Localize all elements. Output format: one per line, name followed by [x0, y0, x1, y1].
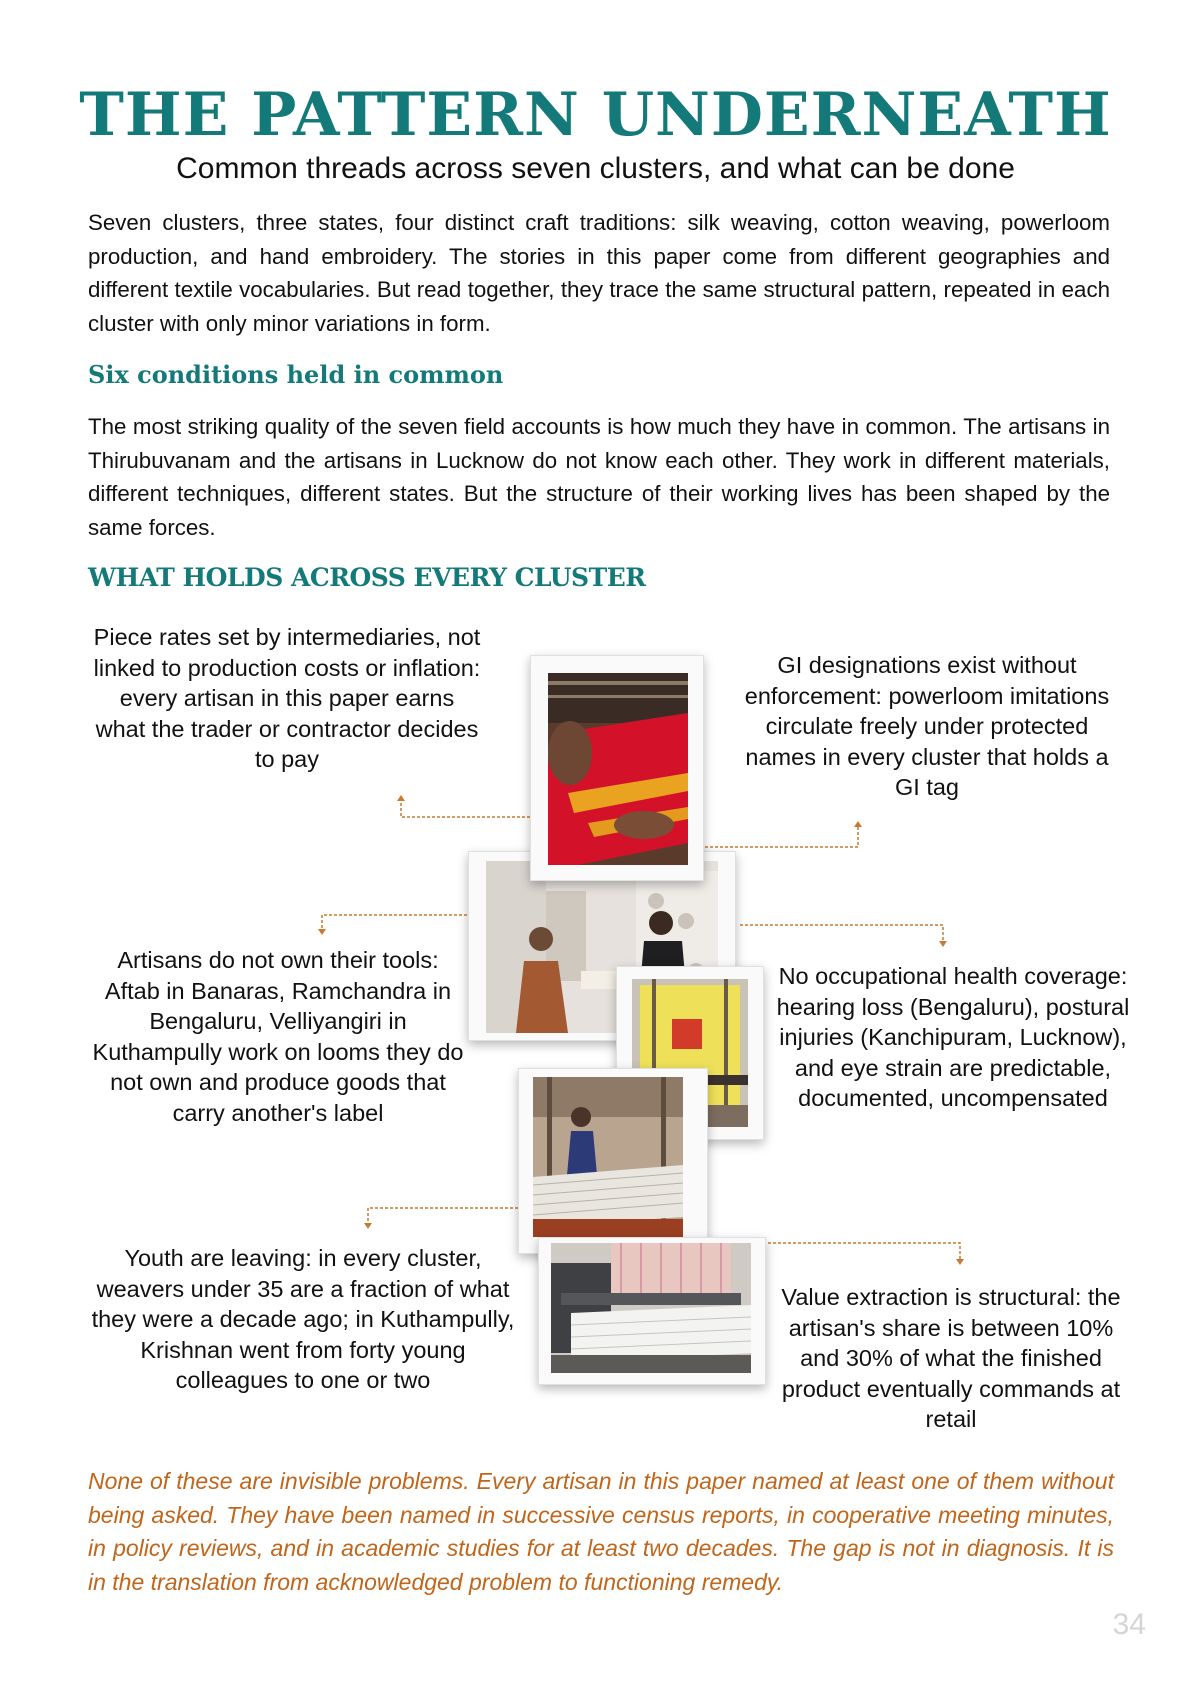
condition-youth-leaving: Youth are leaving: in every cluster, weavers under 35 are a fraction of what they were a decade ago; in Kuthampully, Krishnan went from forty young colleagues to one or two [91, 1245, 515, 1393]
section-heading-conditions: Six conditions held in common [88, 360, 504, 389]
connector-3 [322, 915, 472, 930]
page-title: THE PATTERN UNDERNEATH [79, 80, 1112, 150]
connector-4 [740, 925, 943, 942]
section-heading-clusters: WHAT HOLDS ACROSS EVERY CLUSTER [88, 563, 646, 592]
page-number: 34 [1112, 1608, 1146, 1641]
arrow-5 [364, 1223, 372, 1229]
condition-piece-rates: Piece rates set by intermediaries, not linked to production costs or inflation: every artisan in this paper earns what the trader or contractor decides to pay [93, 624, 481, 772]
arrow-1 [397, 795, 405, 801]
arrow-2 [854, 821, 862, 827]
closing-statement: None of these are invisible problems. Every artisan in this paper named at least one of them without being asked. They have been named in successive census reports, in cooperative meeting minutes, in policy reviews, and in academic studies for at least two decades. The gap is not in diagnosis. It is in the translation from acknowledged problem to functioning remedy. [88, 1468, 1114, 1595]
photo-powerloom-machine [538, 1237, 766, 1385]
connector-1 [401, 800, 530, 817]
photo-handloom-weaver [518, 1068, 708, 1254]
arrow-4 [939, 941, 947, 947]
page-subtitle: Common threads across seven clusters, and what can be done [176, 152, 1015, 185]
photo-red-silk-saree [530, 655, 704, 881]
arrow-3 [318, 929, 326, 935]
section-body-paragraph: The most striking quality of the seven field accounts is how much they have in common. The artisans in Thirubuvanam and the artisans in Lucknow do not know each other. They work in different materials, different techniques, different states. But the structure of their working lives has been shaped by the same forces. [88, 414, 1110, 540]
connector-2 [700, 826, 858, 847]
condition-gi-designations: GI designations exist without enforcement: powerloom imitations circulate freely under protected names in every cluster that holds a GI tag [744, 652, 1110, 800]
arrow-6 [956, 1259, 964, 1265]
condition-tool-ownership: Artisans do not own their tools: Aftab in Banaras, Ramchandra in Bengaluru, Velliyangiri in Kuthampully work on looms they do not own and produce goods that carry another's label [92, 947, 464, 1126]
condition-value-extraction: Value extraction is structural: the artisan's share is between 10% and 30% of what the finished product eventually commands at retail [781, 1284, 1121, 1432]
connector-6 [768, 1243, 960, 1260]
intro-paragraph: Seven clusters, three states, four distinct craft traditions: silk weaving, cotton weaving, powerloom production, and hand embroidery. The stories in this paper come from different geographies and different textile vocabularies. But read together, they trace the same structural pattern, repeated in each cluster with only minor variations in form. [88, 210, 1110, 336]
connector-5 [368, 1208, 518, 1224]
condition-health-coverage: No occupational health coverage: hearing loss (Bengaluru), postural injuries (Kanchipuram, Lucknow), and eye strain are predictable, documented, uncompensated [776, 963, 1130, 1111]
